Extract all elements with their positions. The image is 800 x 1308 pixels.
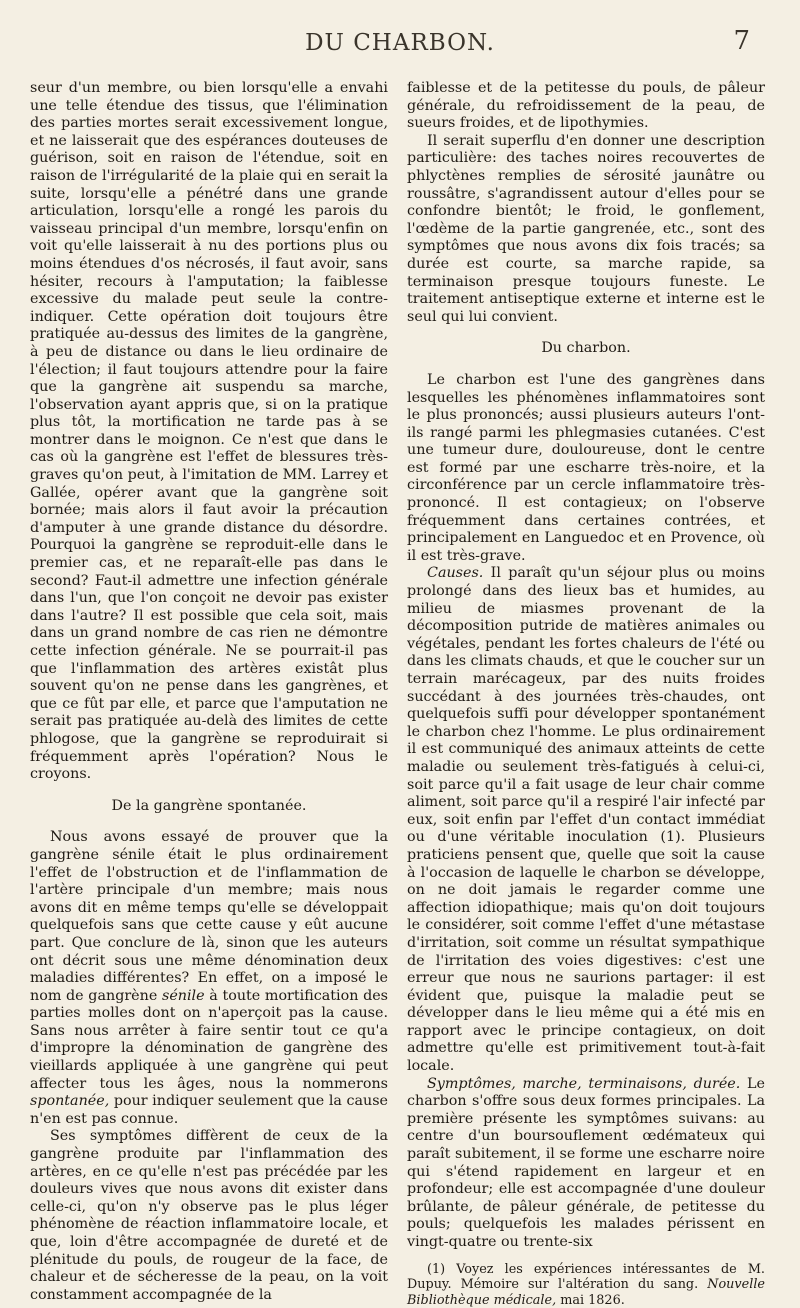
footnote-text: (1) Voyez les expériences intéressantes de M. Dupuy. Mémoire sur l'altération du sang. bbox=[407, 1261, 765, 1293]
paragraph bbox=[30, 829, 388, 1128]
paragraph-text: à toute mortification des parties molles dont on n'aperçoit pas la cause. Sans nous arrêter à faire sentir tout ce qu'a d'impropre la dénomination de gangrène des vieillards appliquée à une gangrène qui peut affecter tous les âges, nous la nommerons bbox=[30, 987, 389, 1092]
italic-term: sénile bbox=[161, 987, 205, 1004]
footnote-journal: Nouvelle Bibliothèque médicale, bbox=[407, 1277, 765, 1308]
italic-term: spontanée, bbox=[30, 1093, 110, 1110]
paragraph-text: Nous avons essayé de prouver que la gangrène sénile était le plus ordinairement l'effet de l'obstruction et de l'inflammation de l'artère principale d'un membre; mais nous avons dit en même temps qu'elle se développait quelquefois sans que cette cause y eût aucune part. Que conclure de là, sinon que les auteurs ont décrit sous une même dénomination deux maladies différentes? En effet, on a imposé le nom de gangrène bbox=[30, 829, 388, 1004]
running-head bbox=[0, 20, 800, 68]
footnote bbox=[407, 1262, 765, 1308]
page-title: DU CHARBON. bbox=[305, 30, 495, 56]
run-in-heading: Causes. bbox=[427, 565, 484, 582]
paragraph: seur d'un membre, ou bien lorsqu'elle a envahi une telle étendue des tissus, que l'élimination des parties mortes serait excessivement longue, et ne laisserait que des espérances douteuses de guérison, soit en raison de l'étendue, soit en raison de l'irrégularité de la plaie qui en serait la suite, lorsqu'elle a pénétré dans une grande articulation, lorsqu'elle a rongé les parois du vaisseau principal d'un membre, lorsqu'enfin on voit qu'elle laisserait à nu des portions plus ou moins étendues d'os nécrosés, il faut avoir, sans hésiter, recours à l'amputation; la faiblesse excessive du malade peut seule la contre-indiquer. Cette opération doit toujours être pratiquée au-dessus des limites de la gangrène, à peu de distance ou dans le lieu ordinaire de l'élection; il faut toujours attendre pour la faire que la gangrène ait suspendu sa marche, l'observation ayant appris que, si on la pratique plus tôt, la mortification ne tarde pas à se montrer dans le moignon. Ce n'est que dans le cas où la gangrène est l'effet de blessures très-graves qu'on peut, à l'imitation de MM. Larrey et Gallée, opérer avant que la gangrène soit bornée; mais alors il faut avoir la précaution d'amputer à une grande distance du désordre. Pourquoi la gangrène se reproduit-elle dans le premier cas, et ne reparaît-elle pas dans le second? Faut-il admettre une infection générale dans l'un, que l'on conçoit ne devoir pas exister dans l'autre? Il est possible que cela soit, mais dans un grand nombre de cas rien ne démontre cette infection générale. Ne se pourrait-il pas que l'inflammation des artères existât plus souvent qu'on ne pense dans les gangrènes, et que ce fût par elle, et parce que l'amputation ne serait pas pratiquée au-delà des limites de cette phlogose, que la gangrène se reproduirait si fréquemment après l'opération? Nous le croyons. bbox=[30, 80, 388, 783]
section-title-spontaneous-gangrene: De la gangrène spontanée. bbox=[111, 797, 307, 814]
paragraph: Il serait superflu d'en donner une description particulière: des taches noires recouvertes de phlyctènes remplies de sérosité jaunâtre ou roussâtre, s'agrandissent autour d'elles pour se confondre bientôt; le froid, le gonflement, l'œdème de la partie gangrenée, etc., sont des symptômes que nous avons dix fois tracés; sa durée est courte, sa marche rapide, sa terminaison presque toujours funeste. Le traitement antiseptique externe et interne est le seul qui lui convient. bbox=[407, 132, 765, 325]
paragraph-text: pour indiquer seulement que la cause n'en est pas connue. bbox=[30, 1093, 388, 1127]
paragraph: Ses symptômes diffèrent de ceux de la gangrène produite par l'inflammation des artères, en ce qu'elle n'est pas précédée par les douleurs vives que nous avons dit exister dans celle-ci, qu'on n'y observe pas le plus léger phénomène de réaction inflammatoire locale, et que, loin d'être accompagnée de dureté et de plénitude du pouls, de rougeur de la face, de chaleur et de sécheresse de la peau, on la voit constamment accompagnée de la bbox=[30, 1128, 388, 1303]
left-column bbox=[30, 80, 388, 1304]
section-title-charbon: Du charbon. bbox=[541, 340, 631, 357]
paragraph bbox=[407, 565, 765, 1075]
footnote-date: mai 1826. bbox=[560, 1292, 625, 1308]
paragraph: faiblesse et de la petitesse du pouls, de pâleur générale, du refroidissement de la peau, de sueurs froides, et de lipothymies. bbox=[407, 80, 765, 132]
paragraph-text: Le charbon s'offre sous deux formes principales. La première présente les symptômes suivans: au centre d'un boursouflement œdémateux qui paraît subitement, il se forme une escharre noire qui s'étend rapidement en largeur et en profondeur; elle est accompagnée d'une douleur brûlante, de pâleur générale, de petitesse du pouls; quelquefois les malades périssent en vingt-quatre ou trente-six bbox=[407, 1075, 765, 1250]
right-column bbox=[407, 80, 765, 1308]
paragraph: Le charbon est l'une des gangrènes dans lesquelles les phénomènes inflammatoires sont le plus prononcés; aussi plusieurs auteurs l'ont-ils rangé parmi les phlegmasies cutanées. C'est une tumeur dure, douloureuse, dont le centre est formé par une escharre très-noire, et la circonférence par un cercle inflammatoire très-prononcé. Il est contagieux; on l'observe fréquemment dans certaines contrées, et principalement en Languedoc et en Provence, où il est très-grave. bbox=[407, 371, 765, 564]
paragraph-text: Il paraît qu'un séjour plus ou moins prolongé dans des lieux bas et humides, au milieu de miasmes provenant de la décomposition putride de matières animales ou végétales, pendant les fortes chaleurs de l'été ou dans les climats chauds, et que le coucher sur un terrain marécageux, par des nuits froides succédant à des journées très-chaudes, ont quelquefois suffi pour développer spontanément le charbon chez l'homme. Le plus ordinairement il est communiqué des animaux atteints de cette maladie ou seulement très-fatigués à celui-ci, soit parce qu'il a fait usage de leur chair comme aliment, soit parce qu'il a respiré l'air infecté par eux, soit enfin par l'effet d'un contact immédiat ou d'une véritable inoculation (1). Plusieurs praticiens pensent que, quelle que soit la cause à l'occasion de laquelle le charbon se développe, on ne doit jamais le regarder comme une affection idiopathique; mais qu'on doit toujours le considérer, soit comme l'effet d'une métastase d'irritation, soit comme un résultat sympathique de l'irritation des voies digestives: c'est une erreur que nous ne saurions partager: il est évident que, puisque la maladie peut se développer dans le lieu même qui a été mis en rapport avec le principe contagieux, on doit admettre qu'elle est primitivement tout-à-fait locale. bbox=[407, 565, 766, 1075]
paragraph bbox=[407, 1076, 765, 1252]
run-in-heading: Symptômes, marche, terminaisons, durée. bbox=[427, 1075, 741, 1092]
page-number: 7 bbox=[733, 26, 750, 56]
